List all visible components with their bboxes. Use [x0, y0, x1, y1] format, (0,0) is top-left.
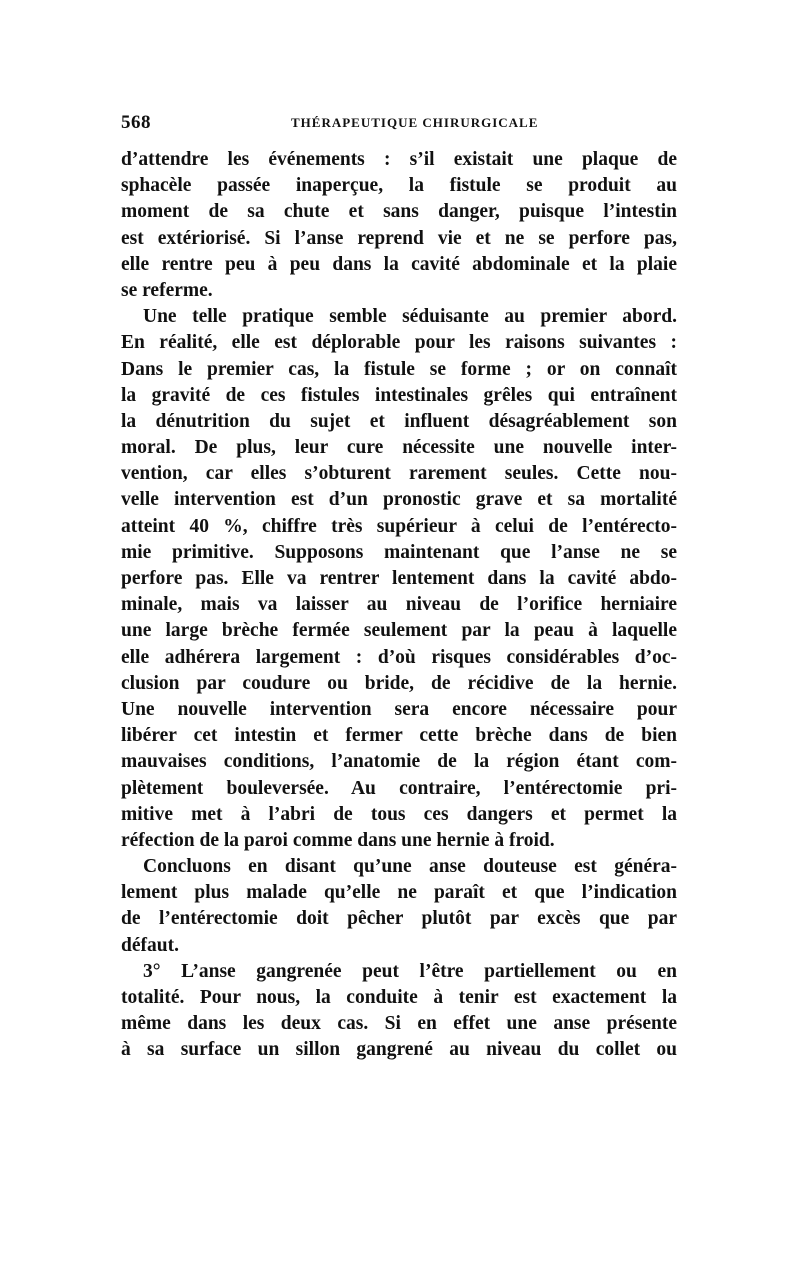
- text-line: une large brèche fermée seulement par la peau à laquelle: [121, 620, 677, 642]
- text-line: la gravité de ces fistules intestinales grêles qui entraînent: [121, 384, 677, 406]
- text-line: mie primitive. Supposons maintenant que l’anse ne se: [121, 541, 677, 563]
- page-number: 568: [121, 112, 151, 133]
- text-line: même dans les deux cas. Si en effet une anse présente: [121, 1013, 677, 1035]
- text-line: lement plus malade qu’elle ne paraît et que l’indication: [121, 882, 677, 904]
- text-line: Une telle pratique semble séduisante au premier abord.: [143, 306, 677, 328]
- text-line: Dans le premier cas, la fistule se forme ; or on connaît: [121, 358, 677, 380]
- text-line: elle adhérera largement : d’où risques considérables d’oc-: [121, 646, 677, 668]
- running-title: THÉRAPEUTIQUE CHIRURGICALE: [291, 115, 539, 130]
- text-line: velle intervention est d’un pronostic grave et sa mortalité: [121, 489, 677, 511]
- text-line: perfore pas. Elle va rentrer lentement dans la cavité abdo-: [121, 568, 677, 589]
- text-line: d’attendre les événements : s’il existait une plaque de: [121, 149, 677, 170]
- text-line: minale, mais va laisser au niveau de l’orifice herniaire: [121, 594, 677, 616]
- text-line: sphacèle passée inaperçue, la fistule se produit au: [121, 175, 677, 197]
- text-line: à sa surface un sillon gangrené au niveau du collet ou: [121, 1039, 677, 1061]
- text-line: est extériorisé. Si l’anse reprend vie et ne se perfore pas,: [121, 227, 677, 249]
- running-head: [121, 112, 677, 136]
- text-line: clusion par coudure ou bride, de récidive de la hernie.: [121, 672, 677, 694]
- body-text: [121, 147, 677, 1064]
- text-line: En réalité, elle est déplorable pour les raisons suivantes :: [121, 332, 677, 354]
- text-line: réfection de la paroi comme dans une hernie à froid.: [121, 829, 555, 851]
- text-line: vention, car elles s’obturent rarement seules. Cette nou-: [121, 463, 677, 485]
- text-line: de l’entérectomie doit pêcher plutôt par excès que par: [121, 908, 677, 930]
- text-line: se referme.: [121, 279, 213, 301]
- text-line: Concluons en disant qu’une anse douteuse est généra-: [143, 856, 677, 878]
- text-line: moral. De plus, leur cure nécessite une nouvelle inter-: [121, 437, 677, 459]
- text-line: totalité. Pour nous, la conduite à tenir est exactement la: [121, 987, 677, 1008]
- text-line: atteint 40 %, chiffre très supérieur à celui de l’entérecto-: [121, 515, 677, 537]
- text-line: libérer cet intestin et fermer cette brèche dans de bien: [121, 725, 677, 747]
- text-line: la dénutrition du sujet et influent désagréablement son: [121, 410, 677, 432]
- text-line: défaut.: [121, 934, 179, 956]
- text-line: Une nouvelle intervention sera encore nécessaire pour: [121, 698, 677, 720]
- text-line: mitive met à l’abri de tous ces dangers et permet la: [121, 803, 677, 825]
- text-line: 3° L’anse gangrenée peut l’être partiellement ou en: [143, 960, 677, 982]
- text-line: plètement bouleversée. Au contraire, l’entérectomie pri-: [121, 777, 677, 799]
- text-line: elle rentre peu à peu dans la cavité abdominale et la plaie: [121, 253, 677, 275]
- text-line: moment de sa chute et sans danger, puisque l’intestin: [121, 201, 677, 223]
- text-line: mauvaises conditions, l’anatomie de la région étant com-: [121, 751, 677, 773]
